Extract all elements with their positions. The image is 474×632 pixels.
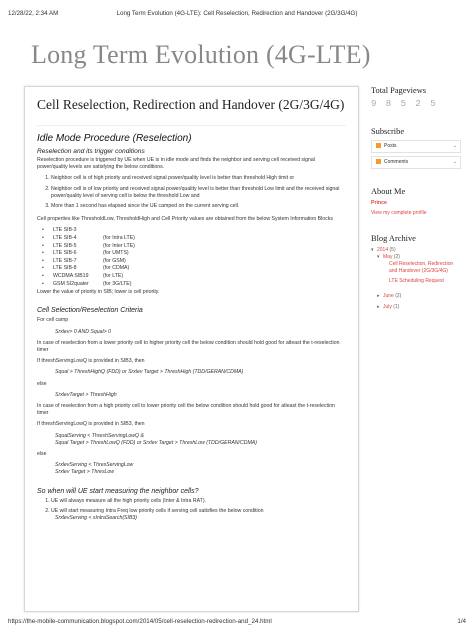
subheading-trigger-conditions: Reselection and its trigger conditions xyxy=(37,148,145,155)
section-heading-idle-mode: Idle Mode Procedure (Reselection) xyxy=(37,133,192,144)
if-sib3-paragraph: If threshServingLowQ is provided in SIB3, then xyxy=(37,358,145,365)
measure-item: 1. UE will always measure all the high priority cells (Inter & Intra RAT). xyxy=(51,498,346,505)
low-to-high-paragraph: In case of reselection from a lower priority cell to higher priority cell the below condition should hold good for atleast the t-reselection timer xyxy=(37,339,340,353)
feed-icon xyxy=(376,143,381,148)
sib-name: • LTE SIB-5 xyxy=(53,242,77,249)
formula-line: Squal Target > ThreshLowQ (FDD) or Srxlev Target > ThreshLow (TDD/GERAN/CDMA) xyxy=(55,439,257,446)
archive-year-2014[interactable] xyxy=(371,247,461,254)
sidebar xyxy=(371,86,461,311)
condition-item: 2. Neighbor cell is of low priority and received signal power/quality level is better than threshold Low limit and the received signal power/quality level of serving cell is below the threshold Low and xyxy=(51,186,346,200)
archive-post-title[interactable]: LTE Scheduling Request xyxy=(389,278,444,284)
subscribe-title: Subscribe xyxy=(371,127,405,136)
chevron-down-icon: ⌄ xyxy=(452,143,457,149)
sib-name: • WCDMA SIB19 xyxy=(53,272,89,279)
formula-line: Squal > ThreshHighQ (FDD) or Srxlev Target > ThreshHigh (TDD/GERAN/CDMA) xyxy=(55,369,244,376)
formula-line: SqualServing < ThreshServingLowQ & xyxy=(55,432,144,439)
post-body xyxy=(37,125,346,611)
condition-item: 1. Neighbor cell is of high priority and received signal power/quality level is better than threshold High timit or xyxy=(51,175,346,182)
properties-paragraph: Cell properties like ThresholdLow, ThresholdHigh and Cell Priority values are obtained from the below System Information Blocks xyxy=(37,216,333,223)
print-url: https://the-mobile-communication.blogspot.com/2014/05/cell-reselection-redirection-and_24.html xyxy=(8,618,272,625)
else-label: else xyxy=(37,380,47,387)
archive-count: (2) xyxy=(395,293,402,299)
archive-month-may[interactable] xyxy=(371,254,461,261)
profile-link[interactable]: View my complete profile xyxy=(371,210,427,216)
pageviews-title: Total Pageviews xyxy=(371,86,427,95)
sib-name: • LTE SIB-3 xyxy=(53,227,77,234)
sib-item xyxy=(51,235,346,243)
sib-name: • LTE SIB-7 xyxy=(53,257,77,264)
sib-item xyxy=(51,250,346,258)
measure-list xyxy=(37,498,346,523)
toggle-expanded-icon[interactable]: ▾ xyxy=(371,247,374,253)
formula-line: SrxlevServing < sIntraSearch(SIB3) xyxy=(55,515,138,522)
archive-count: (1) xyxy=(393,304,400,310)
archive-month-label[interactable]: May xyxy=(383,254,393,260)
sib-note: (for GSM) xyxy=(103,257,126,264)
if-sib3-paragraph: If threshServingLowQ is provided in SIB3, then xyxy=(37,421,145,428)
sib-name: • LTE SIB-6 xyxy=(53,250,77,257)
conditions-list xyxy=(37,175,346,210)
subscribe-comments-button[interactable] xyxy=(371,156,461,169)
section-heading-criteria: Cell Selection/Reselection Criteria xyxy=(37,307,143,315)
archive-count: (5) xyxy=(389,247,396,253)
print-timestamp: 12/28/22, 2:34 AM xyxy=(8,10,59,17)
section-heading-measuring: So when will UE start measuring the neighbor cells? xyxy=(37,487,199,495)
toggle-collapsed-icon[interactable]: ▸ xyxy=(377,293,380,299)
sib-list xyxy=(37,227,346,288)
intro-paragraph: Reselection procedure is triggered by UE when UE is in idle mode and finds the neighbor and serving cell received signal power/quality levels are satisfying the below conditions. xyxy=(37,157,315,171)
formula-line: SrxlevTarget > ThreshHigh xyxy=(55,391,117,398)
feed-icon xyxy=(376,159,381,164)
priority-note: Lower the value of priority in SIB; lower is cell priority. xyxy=(37,289,160,296)
archive-month-june[interactable] xyxy=(371,293,461,300)
sib-item xyxy=(51,281,346,289)
sib-item xyxy=(51,273,346,281)
formula-line: Srxlev Target > ThresLow xyxy=(55,469,115,476)
srxlev-condition: Srxlev> 0 AND Squal> 0 xyxy=(55,328,112,335)
sib-note: (for LTE) xyxy=(103,272,124,279)
author-name-link[interactable]: Prince xyxy=(371,200,387,206)
subscribe-posts-button[interactable] xyxy=(371,140,461,153)
pageviews-counter: 9 8 5 2 5 xyxy=(371,99,438,109)
print-page-title: Long Term Evolution (4G-LTE): Cell Reselection, Redirection and Handover (2G/3G/4G) xyxy=(116,10,358,17)
high-to-low-paragraph: In case of reselection from a high priority cell to lower priority cell the below condition should hold good for atleast the t-reselection timer xyxy=(37,403,335,417)
archive-post-link[interactable] xyxy=(371,261,461,275)
sib-note: (for CDMA) xyxy=(103,265,130,272)
measure-item-text: UE will start measuring Intra Freq low priority cells if serving cell satisfies the below condition xyxy=(51,507,264,514)
sib-item xyxy=(51,243,346,251)
archive-year-label[interactable]: 2014 xyxy=(377,247,389,253)
formula-line: SrxlevServing < ThresServingLow xyxy=(55,462,134,469)
post-title[interactable]: Cell Reselection, Redirection and Handover (2G/3G/4G) xyxy=(37,97,345,112)
toggle-collapsed-icon[interactable]: ▸ xyxy=(377,304,380,310)
blog-title[interactable]: Long Term Evolution (4G-LTE) xyxy=(31,40,371,69)
subscribe-posts-label: Posts xyxy=(384,143,397,149)
archive-count: (2) xyxy=(393,254,400,260)
sib-item xyxy=(51,227,346,235)
sib-item xyxy=(51,265,346,273)
sib-name: • GSM SI2quater xyxy=(53,280,89,287)
sib-note: (for 3G/LTE) xyxy=(103,280,132,287)
archive-post-link[interactable] xyxy=(371,278,461,285)
sib-note: (for Inter LTE) xyxy=(103,242,135,249)
measure-item xyxy=(51,508,346,522)
about-title: About Me xyxy=(371,187,406,196)
archive-month-label[interactable]: July xyxy=(383,304,392,310)
sib-item xyxy=(51,258,346,266)
archive-post-title[interactable]: Cell Reselection, Redirection and Handover (2G/3G/4G) xyxy=(389,261,454,274)
print-header xyxy=(8,10,466,22)
print-page-number: 1/4 xyxy=(457,618,466,625)
condition-item: 3. More than 1 second has elapsed since the UE camped on the current serving cell. xyxy=(51,203,346,210)
sib-note: (for UMTS) xyxy=(103,250,129,257)
for-cell-camp: For cell camp xyxy=(37,317,69,324)
subscribe-comments-label: Comments xyxy=(384,159,409,165)
archive-month-july[interactable] xyxy=(371,304,461,311)
sib-name: • LTE SIB-4 xyxy=(53,235,77,242)
archive-title: Blog Archive xyxy=(371,234,416,243)
sib-note: (for Intra LTE) xyxy=(103,235,135,242)
chevron-down-icon: ⌄ xyxy=(452,159,457,165)
post-card xyxy=(24,86,359,612)
sib-name: • LTE SIB-8 xyxy=(53,265,77,272)
toggle-expanded-icon[interactable]: ▾ xyxy=(377,254,380,260)
archive-month-label[interactable]: June xyxy=(383,293,394,299)
else-label: else xyxy=(37,451,47,458)
print-footer xyxy=(8,618,466,628)
blog-archive xyxy=(371,247,461,311)
